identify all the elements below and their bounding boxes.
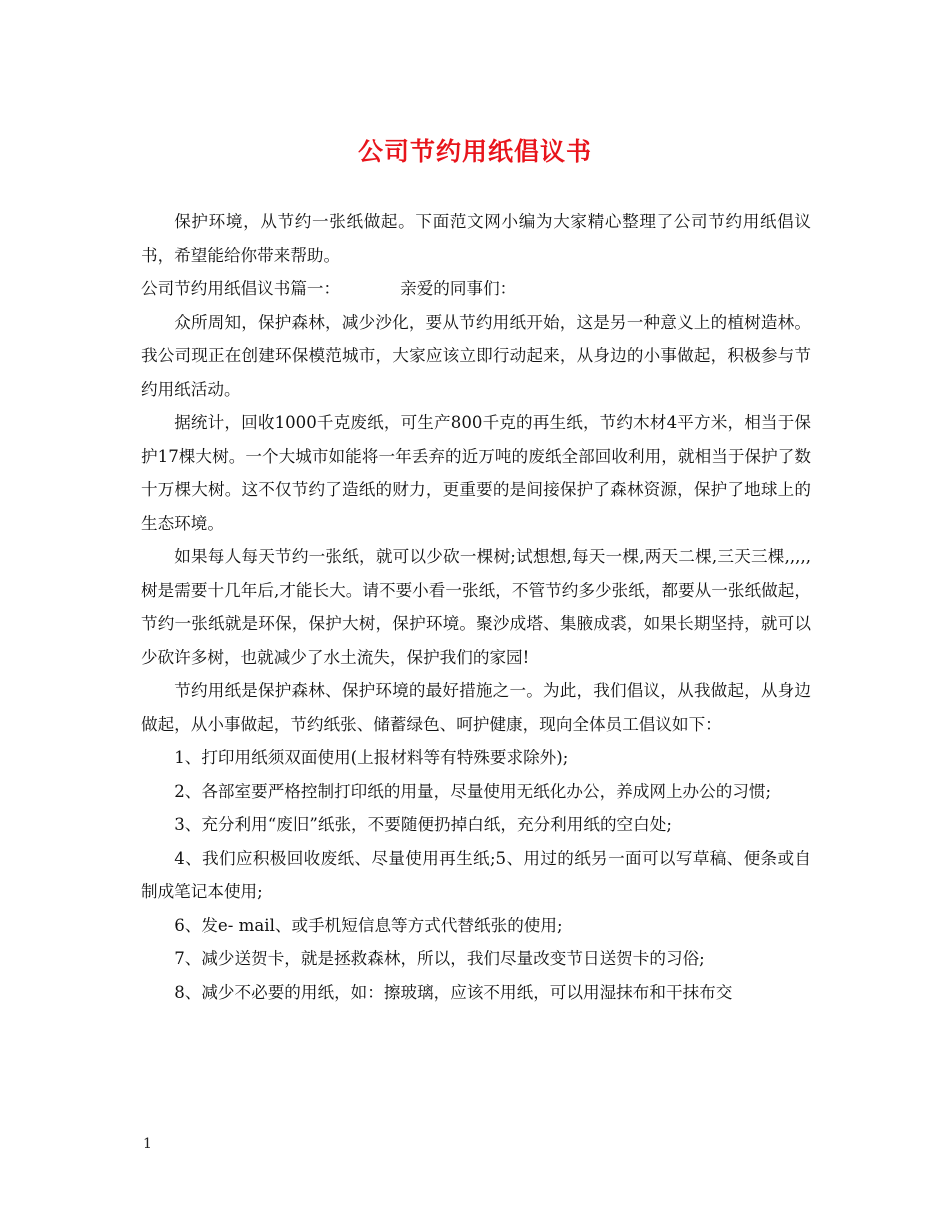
intro-paragraph: 保护环境，从节约一张纸做起。下面范文网小编为大家精心整理了公司节约用纸倡议书，希望能给你带来帮助。 [141,212,811,265]
list-item: 7、减少送贺卡，就是拯救森林，所以，我们尽量改变节日送贺卡的习俗; [174,949,705,968]
document-title: 公司节约用纸倡议书 [357,137,592,166]
body-paragraph: 众所周知，保护森林，减少沙化，要从节约用纸开始，这是另一种意义上的植树造林。我公司现正在创建环保模范城市，大家应该立即行动起来，从身边的小事做起，积极参与节约用纸活动。 [141,312,811,399]
salutation: 亲爱的同事们： [400,279,517,298]
body-paragraph: 如果每人每天节约一张纸，就可以少砍一棵树;试想想,每天一棵,两天二棵,三天三棵,,,,,树是需要十几年后,才能长大。请不要小看一张纸，不管节约多少张纸，都要从一张纸做起，节约一张纸就是环保，保护大树，保护环境。聚沙成塔、集腋成裘，如果长期坚持，就可以少砍许多树，也就减少了水土流失，保护我们的家园! [141,547,811,667]
list-item: 2、各部室要严格控制打印纸的用量，尽量使用无纸化办公，养成网上办公的习惯; [174,781,772,801]
body-paragraph: 节约用纸是保护森林、保护环境的最好措施之一。为此，我们倡议，从我做起，从身边做起，从小事做起，节约纸张、储蓄绿色、呵护健康，现向全体员工倡议如下： [141,681,811,734]
document-body [141,205,811,1009]
body-paragraph: 据统计，回收1000千克废纸，可生产800千克的再生纸，节约木材4平方米，相当于保护17棵大树。一个大城市如能将一年丢弃的近万吨的废纸全部回收利用，就相当于保护了数十万棵大树。这不仅节约了造纸的财力，更重要的是间接保护了森林资源，保护了地球上的生态环境。 [141,413,811,533]
list-item: 4、我们应积极回收废纸、尽量使用再生纸;5、用过的纸另一面可以写草稿、便条或自制成笔记本使用; [141,848,811,901]
list-item: 6、发e- mail、或手机短信息等方式代替纸张的使用; [174,915,563,935]
list-item: 1、打印用纸须双面使用(上报材料等有特殊要求除外); [174,748,569,767]
list-item: 8、减少不必要的用纸，如：擦玻璃，应该不用纸，可以用湿抹布和干抹布交 [174,982,733,1002]
subheading: 公司节约用纸倡议书篇一： [141,279,341,298]
subheading-line [141,272,811,306]
list-item: 3、充分利用“废旧”纸张，不要随便扔掉白纸，充分利用纸的空白处; [174,815,672,834]
page-number: 1 [143,1136,152,1152]
